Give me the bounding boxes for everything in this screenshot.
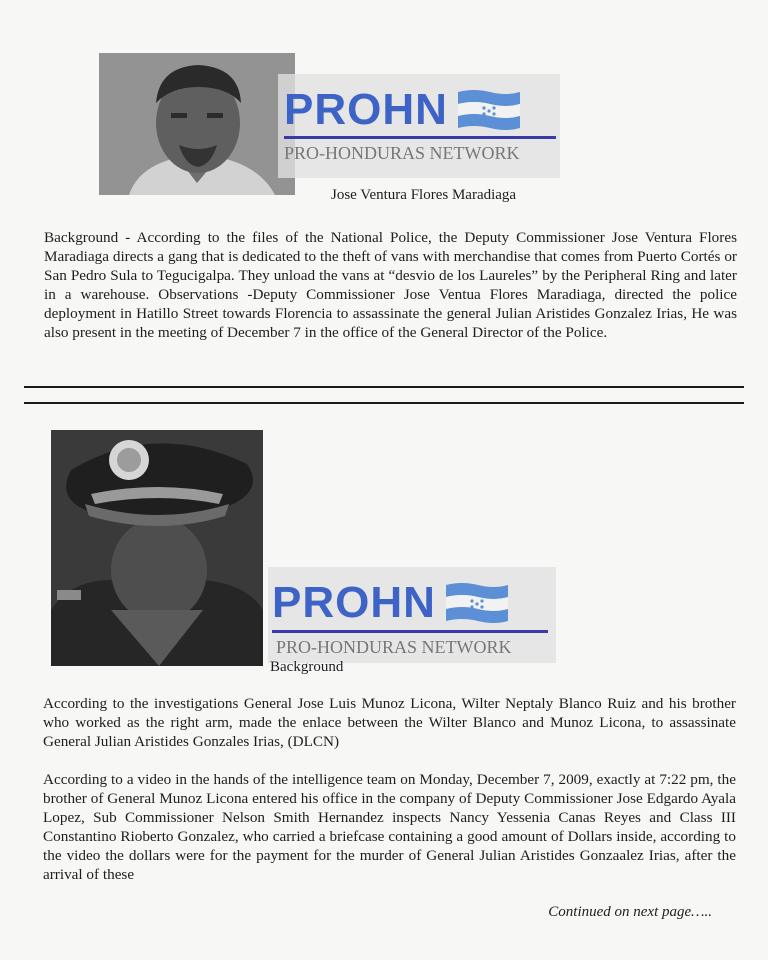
photo-caption-background: Background: [270, 659, 344, 675]
section-divider-top: [24, 386, 744, 388]
honduras-flag-icon: [456, 88, 522, 132]
watermark-subtitle: PRO-HONDURAS NETWORK: [276, 637, 512, 657]
background-paragraph-flores-maradiaga: Background - According to the files of the National Police, the Deputy Commissioner Jose Ventura Flores Maradiaga directs a gang that is dedicated to the theft of vans with merchandise that comes from Puerto Cortés or San Pedro Sula to Tegucigalpa. They unload the vans at “desvio de los Laureles” by the Peripheral Ring and later in a warehouse. Observations -Deputy Commissioner Jose Ventua Flores Maradiaga, directed the police deployment in Hatillo Street towards Florencia to assassinate the general Julian Aristides Gonzalez Irias, He was also present in the meeting of December 7 in the office of the General Director of the Police.: [44, 229, 737, 341]
portrait-photo-munoz-licona: [51, 430, 263, 666]
watermark-rule: [272, 630, 548, 633]
watermark-subtitle: PRO-HONDURAS NETWORK: [284, 143, 520, 163]
watermark-block-1: [278, 74, 560, 178]
investigation-paragraph: According to the investigations General Jose Luis Munoz Licona, Wilter Neptaly Blanco Ruiz and his brother who worked as the right arm, made the enlace between the Wilter Blanco and Munoz Licona, to assassinate General Julian Aristides Gonzales Irias, (DLCN): [43, 695, 736, 750]
watermark-logo-text: PROHN: [272, 578, 436, 627]
section-divider-bottom: [24, 402, 744, 404]
photo-caption-flores-maradiaga: Jose Ventura Flores Maradiaga: [331, 187, 517, 203]
honduras-flag-icon: [444, 581, 510, 625]
video-evidence-paragraph: According to a video in the hands of the intelligence team on Monday, December 7, 2009, exactly at 7:22 pm, the brother of General Munoz Licona entered his office in the company of Deputy Commissioner Jose Edgardo Ayala Lopez, Sub Commissioner Nelson Smith Hernandez inspects Nancy Yessenia Canas Reyes and Class III Constantino Rioberto Gonzalez, who carried a briefcase containing a good amount of Dollars inside, according to the video the dollars were for the payment for the murder of General Julian Aristides Gonzaalez Irias, after the arrival of these: [43, 771, 736, 883]
watermark-block-2: [268, 567, 556, 663]
continued-notice: Continued on next page…..: [548, 904, 712, 920]
watermark-logo-text: PROHN: [284, 85, 448, 134]
watermark-rule: [284, 136, 556, 139]
portrait-photo-flores-maradiaga: [99, 53, 295, 195]
